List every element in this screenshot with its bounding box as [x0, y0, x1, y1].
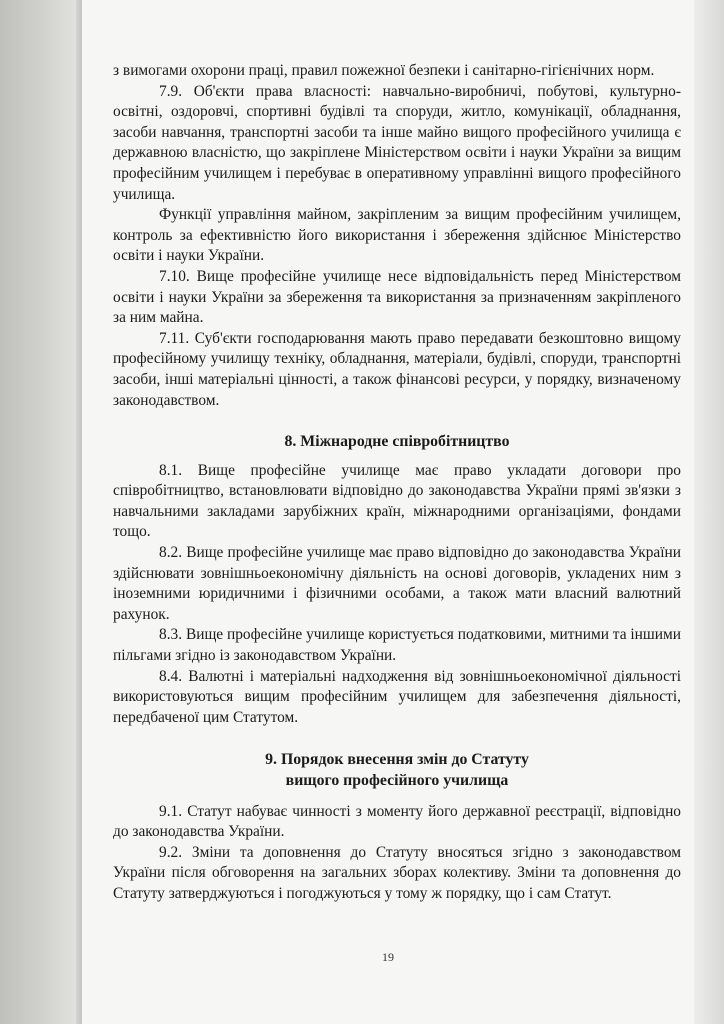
- paragraph: 9.2. Зміни та доповнення до Статуту вносяться згідно з законодавством України після обговорення на загальних зборах колективу. Зміни та доповнення до Статуту затверджуються і погоджуються у тому ж порядку, що і сам Статут.: [113, 843, 681, 902]
- page-binding-shadow: [0, 0, 82, 1024]
- paragraph: 9.1. Статут набуває чинності з моменту його державної реєстрації, відповідно до законодавства України.: [113, 802, 681, 841]
- paragraph: 8.4. Валютні і матеріальні надходження від зовнішньоекономічної діяльності використовуються вищим професійним училищем для забезпечення діяльності, передбаченої цим Статутом.: [113, 667, 681, 726]
- section-heading: [113, 432, 681, 453]
- section-heading: [113, 750, 681, 791]
- paragraph: 7.10. Вище професійне училище несе відповідальність перед Міністерством освіти і науки України за збереження та використання за призначенням закріпленого за ним майна.: [113, 267, 681, 327]
- paragraph: 8.1. Вище професійне училище має право укладати договори про співробітництво, встановлювати відповідно до законодавства України прямі зв'язки з навчальними закладами зарубіжних країн, міжнародними організаціями, фондами тощо.: [113, 461, 681, 541]
- paragraph: 8.3. Вище професійне училище користується податковими, митними та іншими пільгами згідно із законодавством України.: [113, 626, 681, 665]
- document-body: [113, 61, 681, 905]
- paragraph: з вимогами охорони праці, правил пожежної безпеки і санітарно-гігієнічних норм.: [113, 62, 655, 79]
- paragraph: 7.11. Суб'єкти господарювання мають право передавати безкоштовно вищому професійному училищу техніку, обладнання, матеріали, будівлі, споруди, транспортні засоби, інші матеріальні цінності, а також фінансові ресурси, у порядку, визначеному законодавством.: [113, 329, 681, 409]
- page-number: 19: [382, 950, 394, 964]
- section-heading-line: 8. Міжнародне співробітництво: [284, 433, 510, 451]
- paragraph: 8.2. Вище професійне училище має право відповідно до законодавства України здійснювати зовнішньоекономічну діяльність на основі договорів, укладених ним з іноземними юридичними і фізичними особами, а також мати власний валютний рахунок.: [113, 544, 681, 623]
- section-heading-line: вищого професійного училища: [285, 772, 509, 789]
- paragraph: Функції управління майном, закріпленим за вищим професійним училищем, контроль за ефективністю його використання і збереження здійснює Міністерство освіти і науки України.: [113, 206, 681, 265]
- paragraph: 7.9. Об'єкти права власності: навчально-виробничі, побутові, культурно-освітні, оздоровчі, спортивні будівлі та споруди, житло, комунікації, обладнання, засоби навчання, транспортні засоби та інше майно вищого професійного училища є державною власністю, що закріплене Міністерством освіти і науки України за вищим професійним училищем і перебуває в оперативному управлінні вищого професійного училища.: [113, 82, 681, 203]
- section-heading-line: 9. Порядок внесення змін до Статуту: [265, 751, 529, 769]
- document-page: [82, 0, 694, 1024]
- page-right-edge: [694, 0, 724, 1024]
